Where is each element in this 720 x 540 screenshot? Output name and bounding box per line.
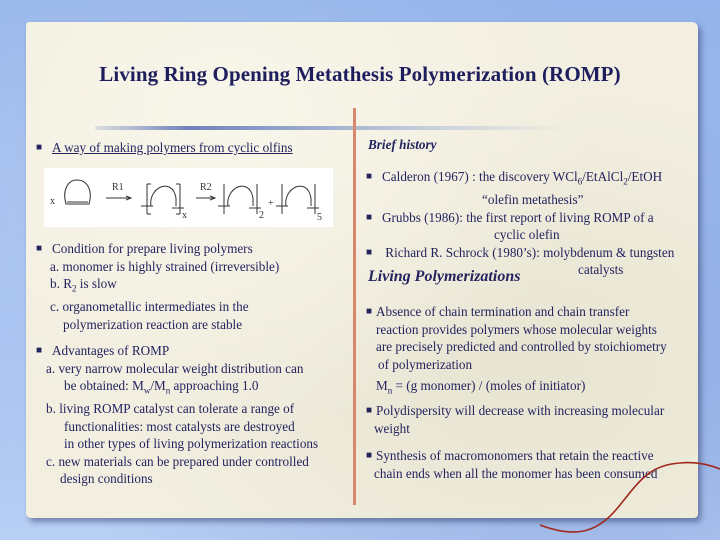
brief-history-list: ■ Calderon (1967) : the discovery WCl$_6$/EtAlCl$_2$/EtOH “olefin metathesis” ■ Grubbs (1986): the first report of living ROMP of a cyclic olefin ■ Richard R. Schrock (1980’s): molybdenum & tungsten catalysts: [366, 169, 675, 278]
bullet-icon: ■: [36, 243, 43, 254]
decorative-thread-icon: [540, 455, 720, 540]
living-polymerizations-list: ■ Absence of chain termination and chain transfer reaction provides polymers whose molecular weights are precisely predicted and controlled by stoichiometry of polymerization $M_n = (g$ monomer) / (moles of initiator) ■ Polydispersity will decrease with increasing molecular weight ■ Synthesis of macromonomers that retain the reactive chain ends when all the monomer has been consumed: [366, 304, 667, 481]
svg-text:R1: R1: [112, 182, 124, 193]
bullet-icon: ■: [366, 405, 373, 417]
bullet-icon: ■: [366, 306, 373, 317]
living-polymerizations-heading: Living Polymerizations: [368, 268, 521, 285]
advantages-block: ■ Advantages of ROMP a. very narrow molecular weight distribution can be obtained: $M_w/M_n$ approaching 1.0 b. living ROMP catalyst can tolerate a range of functionalities: most catalysts are destroyed in other types of living polymerization reactions c. new materials can be prepared under controlled design conditions: [36, 343, 319, 487]
history-item: ■ Calderon (1967) : the discovery WCl$_6$/EtAlCl$_2$/EtOH: [366, 169, 663, 187]
bullet-icon: ■: [366, 450, 373, 462]
conditions-block: ■ Condition for prepare living polymers a. monomer is highly strained (irreversible) b. $R_2$ is slow c. organometallic intermediates in the polymerization reaction are stable: [36, 241, 280, 332]
bullet-icon: ■: [36, 142, 43, 153]
horizontal-divider: [95, 126, 565, 130]
brief-history-heading: Brief history: [368, 137, 437, 152]
bullet-icon: ■: [366, 211, 373, 223]
svg-text:R2: R2: [200, 182, 212, 193]
svg-text:x: x: [182, 210, 187, 221]
history-item: ■ Grubbs (1986): the first report of living ROMP of a: [366, 209, 654, 225]
reaction-scheme-icon: [44, 168, 333, 227]
slide-title: Living Ring Opening Metathesis Polymerization (ROMP): [99, 62, 621, 86]
history-item: ■ Richard R. Schrock (1980’s): molybdenum & tungsten: [366, 244, 675, 260]
mn-formula: $M_n = (g$ monomer) / (moles of initiator): [376, 378, 586, 396]
svg-text:+: +: [268, 198, 274, 209]
bullet-icon: ■: [366, 246, 373, 258]
intro-bullet: ■ A way of making polymers from cyclic olfins: [36, 140, 293, 155]
romp-reaction-diagram: [44, 168, 333, 227]
bullet-icon: ■: [36, 345, 43, 356]
bullet-icon: ■: [366, 171, 373, 182]
svg-text:2: 2: [259, 210, 264, 221]
svg-text:x: x: [50, 196, 55, 207]
vertical-divider: [353, 108, 356, 505]
svg-text:5: 5: [317, 212, 322, 223]
